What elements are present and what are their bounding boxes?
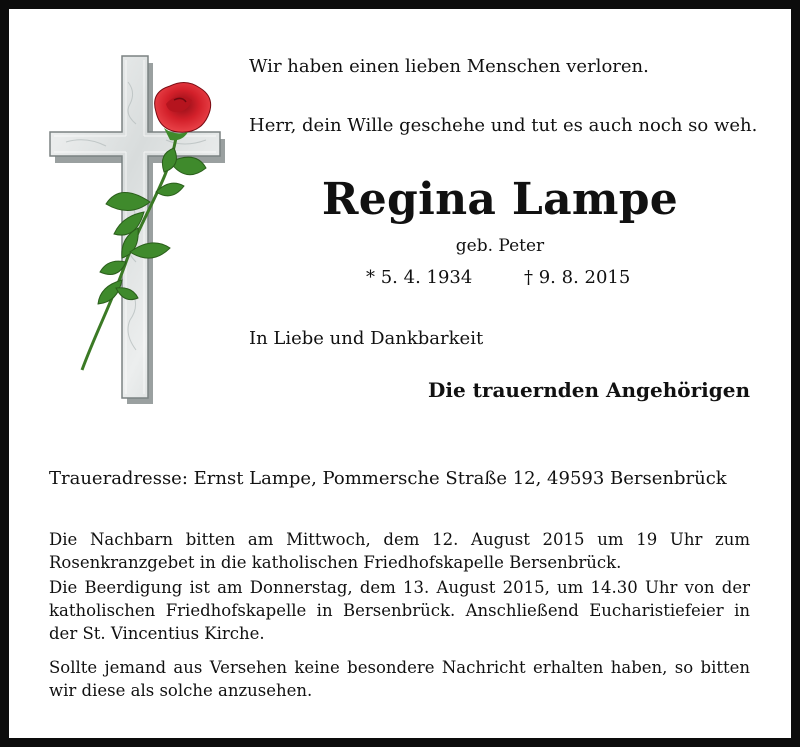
mourning-address: Traueradresse: Ernst Lampe, Pommersche Straße 12, 49593 Bersenbrück [49,468,727,489]
cross-with-rose-icon [46,52,226,404]
death-date: † 9. 8. 2015 [524,267,631,288]
notice-paragraph: Sollte jemand aus Versehen keine besondere Nachricht erhalten haben, so bitten wir diese als solche anzusehen. [49,658,750,700]
birth-date: * 5. 4. 1934 [366,267,473,288]
prayer-line: Herr, dein Wille geschehe und tut es auch noch so weh. [249,115,758,136]
funeral-paragraph: Die Beerdigung ist am Donnerstag, dem 13. August 2015, um 14.30 Uhr von der katholischen Friedhofskapelle in Bersenbrück. Anschließend Eucharistiefeier in der St. Vincentius Kirche. [49,578,750,643]
signed-by: Die trauernden Angehörigen [428,378,750,402]
dedication-line: In Liebe und Dankbarkeit [249,328,484,349]
intro-line: Wir haben einen lieben Menschen verloren. [249,56,649,77]
deceased-name: Regina Lampe [321,174,679,225]
maiden-name: geb. Peter [455,236,545,256]
rosary-paragraph: Die Nachbarn bitten am Mittwoch, dem 12. August 2015 um 19 Uhr zum Rosenkranzgebet in die katholischen Friedhofskapelle Bersenbrück. [49,530,750,572]
